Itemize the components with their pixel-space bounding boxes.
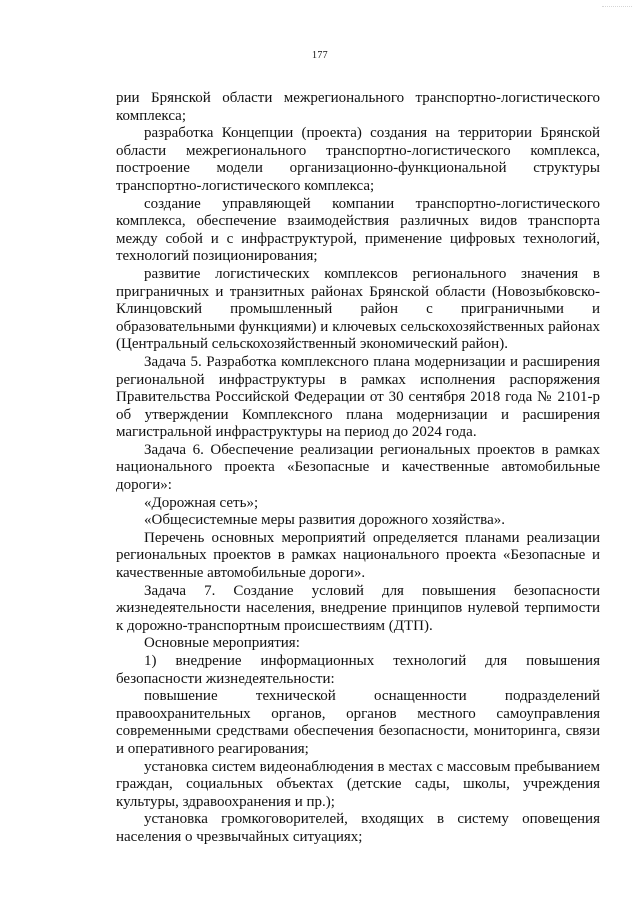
paragraph: 1) внедрение информационных технологий для повышения безопасности жизнедеятельности: (116, 653, 600, 687)
paragraph: создание управляющей компании транспортно-логистического комплекса, обеспечение взаимодействия различных видов транспорта между собой и с инфраструктурой, применение цифровых технологий, технологий позиционирования; (116, 195, 600, 265)
paragraph: установка громкоговорителей, входящих в систему оповещения населения о чрезвычайных ситуациях; (116, 811, 600, 845)
paragraph: разработка Концепции (проекта) создания на территории Брянской области межрегионального транспортно-логистического комплекса, построение модели организационно-функциональной структуры транспортно-логистического комплекса; (116, 125, 600, 194)
paragraph: развитие логистических комплексов регионального значения в приграничных и транзитных районах Брянской области (Новозыбковско-Клинцовский промышленный район с приграничными и образовательными функциями) и ключевых сельскохозяйственных районах (Центральный сельскохозяйственный экономический район). (116, 265, 600, 353)
scan-artifact (602, 6, 632, 11)
paragraph: рии Брянской области межрегионального транспортно-логистического комплекса; (116, 90, 600, 124)
page-number: 177 (312, 50, 328, 61)
paragraph: Перечень основных мероприятий определяется планами реализации региональных проектов в рамках национального проекта «Безопасные и качественные автомобильные дороги». (116, 529, 600, 582)
paragraph: «Дорожная сеть»; (144, 494, 259, 511)
paragraph: «Общесистемные меры развития дорожного хозяйства». (144, 512, 505, 529)
paragraph: Основные мероприятия: (144, 635, 300, 652)
paragraph: Задача 7. Создание условий для повышения безопасности жизнедеятельности населения, внедрение принципов нулевой терпимости к дорожно-транспортным происшествиям (ДТП). (116, 582, 600, 634)
paragraph: повышение технической оснащенности подразделений правоохранительных органов, органов местного самоуправления современными средствами обеспечения безопасности, мониторинга, связи и оперативного реагирования; (116, 688, 600, 757)
paragraph: Задача 5. Разработка комплексного плана модернизации и расширения региональной инфраструктуры в рамках исполнения распоряжения Правительства Российской Федерации от 30 сентября 2018 года № 2101-р об утверждении Комплексного плана модернизации и расширения магистральной инфраструктуры на период до 2024 года. (116, 353, 600, 441)
paragraph: Задача 6. Обеспечение реализации региональных проектов в рамках национального проекта «Безопасные и качественные автомобильные дороги»: (116, 441, 600, 494)
document-body (116, 90, 600, 847)
paragraph: установка систем видеонаблюдения в местах с массовым пребыванием граждан, социальных объектах (детские сады, школы, учреждения культуры, здравоохранения и пр.); (116, 758, 600, 810)
